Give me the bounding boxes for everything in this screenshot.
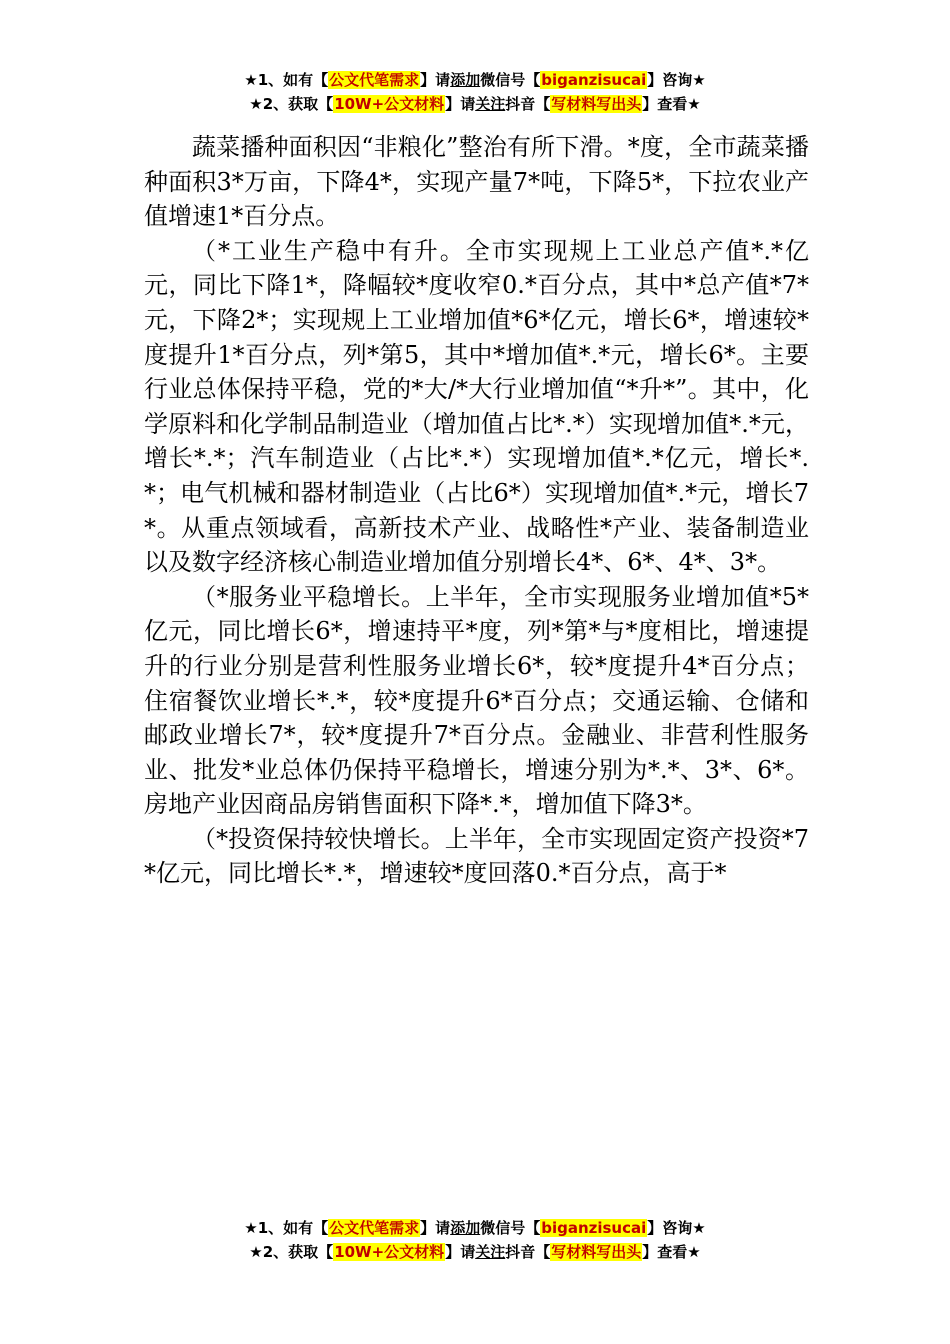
document-body: [144, 130, 809, 891]
banner-text: 抖音【: [505, 95, 551, 113]
banner-text: 】请: [420, 71, 451, 89]
banner-text: 】请: [445, 1243, 476, 1261]
banner-text: ★1、如有【: [244, 1219, 329, 1237]
banner-text: ★2、获取【: [249, 95, 334, 113]
banner-highlight: 公文代笔需求: [329, 71, 420, 89]
banner-highlight: 10W+公文材料: [334, 1243, 445, 1261]
header-banner: [0, 68, 950, 116]
banner-text: 】查看★: [642, 1243, 701, 1261]
banner-underlined: 关注: [475, 1243, 506, 1261]
banner-text: 抖音【: [505, 1243, 551, 1261]
banner-underlined: 添加: [450, 71, 481, 89]
banner-text: 】咨询★: [647, 71, 706, 89]
banner-highlight: biganzisucai: [541, 71, 647, 89]
banner-underlined: 关注: [475, 95, 506, 113]
banner-highlight: biganzisucai: [541, 1219, 647, 1237]
banner-line-1: [0, 68, 950, 92]
banner-highlight: 10W+公文材料: [334, 95, 445, 113]
banner-highlight: 写材料写出头: [551, 95, 642, 113]
banner-underlined: 添加: [450, 1219, 481, 1237]
banner-text: 微信号【: [480, 71, 541, 89]
paragraph: （*服务业平稳增长。上半年，全市实现服务业增加值*5*亿元，同比增长6*，增速持平*度，列*第*与*度相比，增速提升的行业分别是营利性服务业增长6*，较*度提升4*百分点；住宿餐饮业增长*.*，较*度提升6*百分点；交通运输、仓储和邮政业增长7*，较*度提升7*百分点。金融业、非营利性服务业、批发*业总体仍保持平稳增长，增速分别为*.*、3*、6*。房地产业因商品房销售面积下降*.*，增加值下降3*。: [144, 582, 809, 819]
paragraph: （*工业生产稳中有升。全市实现规上工业总产值*.*亿元，同比下降1*，降幅较*度收窄0.*百分点，其中*总产值*7*元，下降2*；实现规上工业增加值*6*亿元，增长6*，增速较*度提升1*百分点，列*第5，其中*增加值*.*元，增长6*。主要行业总体保持平稳，党的*大/*大行业增加值“*升*”。其中，化学原料和化学制品制造业（增加值占比*.*）实现增加值*.*元，增长*.*；汽车制造业（占比*.*）实现增加值*.*亿元，增长*.*；电气机械和器材制造业（占比6*）实现增加值*.*元，增长7*。从重点领域看，高新技术产业、战略性*产业、装备制造业以及数字经济核心制造业增加值分别增长4*、6*、4*、3*。: [144, 236, 809, 577]
banner-highlight: 写材料写出头: [551, 1243, 642, 1261]
banner-text: ★2、获取【: [249, 1243, 334, 1261]
banner-line-2: [0, 92, 950, 116]
footer-banner: [0, 1216, 950, 1264]
banner-text: 】请: [420, 1219, 451, 1237]
banner-text: ★1、如有【: [244, 71, 329, 89]
banner-text: 】咨询★: [647, 1219, 706, 1237]
banner-highlight: 公文代笔需求: [329, 1219, 420, 1237]
banner-line-1: [0, 1216, 950, 1240]
banner-text: 微信号【: [480, 1219, 541, 1237]
banner-text: 】查看★: [642, 95, 701, 113]
banner-line-2: [0, 1240, 950, 1264]
banner-text: 】请: [445, 95, 476, 113]
paragraph: （*投资保持较快增长。上半年，全市实现固定资产投资*7*亿元，同比增长*.*，增速较*度回落0.*百分点，高于*: [144, 824, 809, 888]
paragraph: 蔬菜播种面积因“非粮化”整治有所下滑。*度，全市蔬菜播种面积3*万亩，下降4*，实现产量7*吨，下降5*，下拉农业产值增速1*百分点。: [144, 133, 809, 231]
